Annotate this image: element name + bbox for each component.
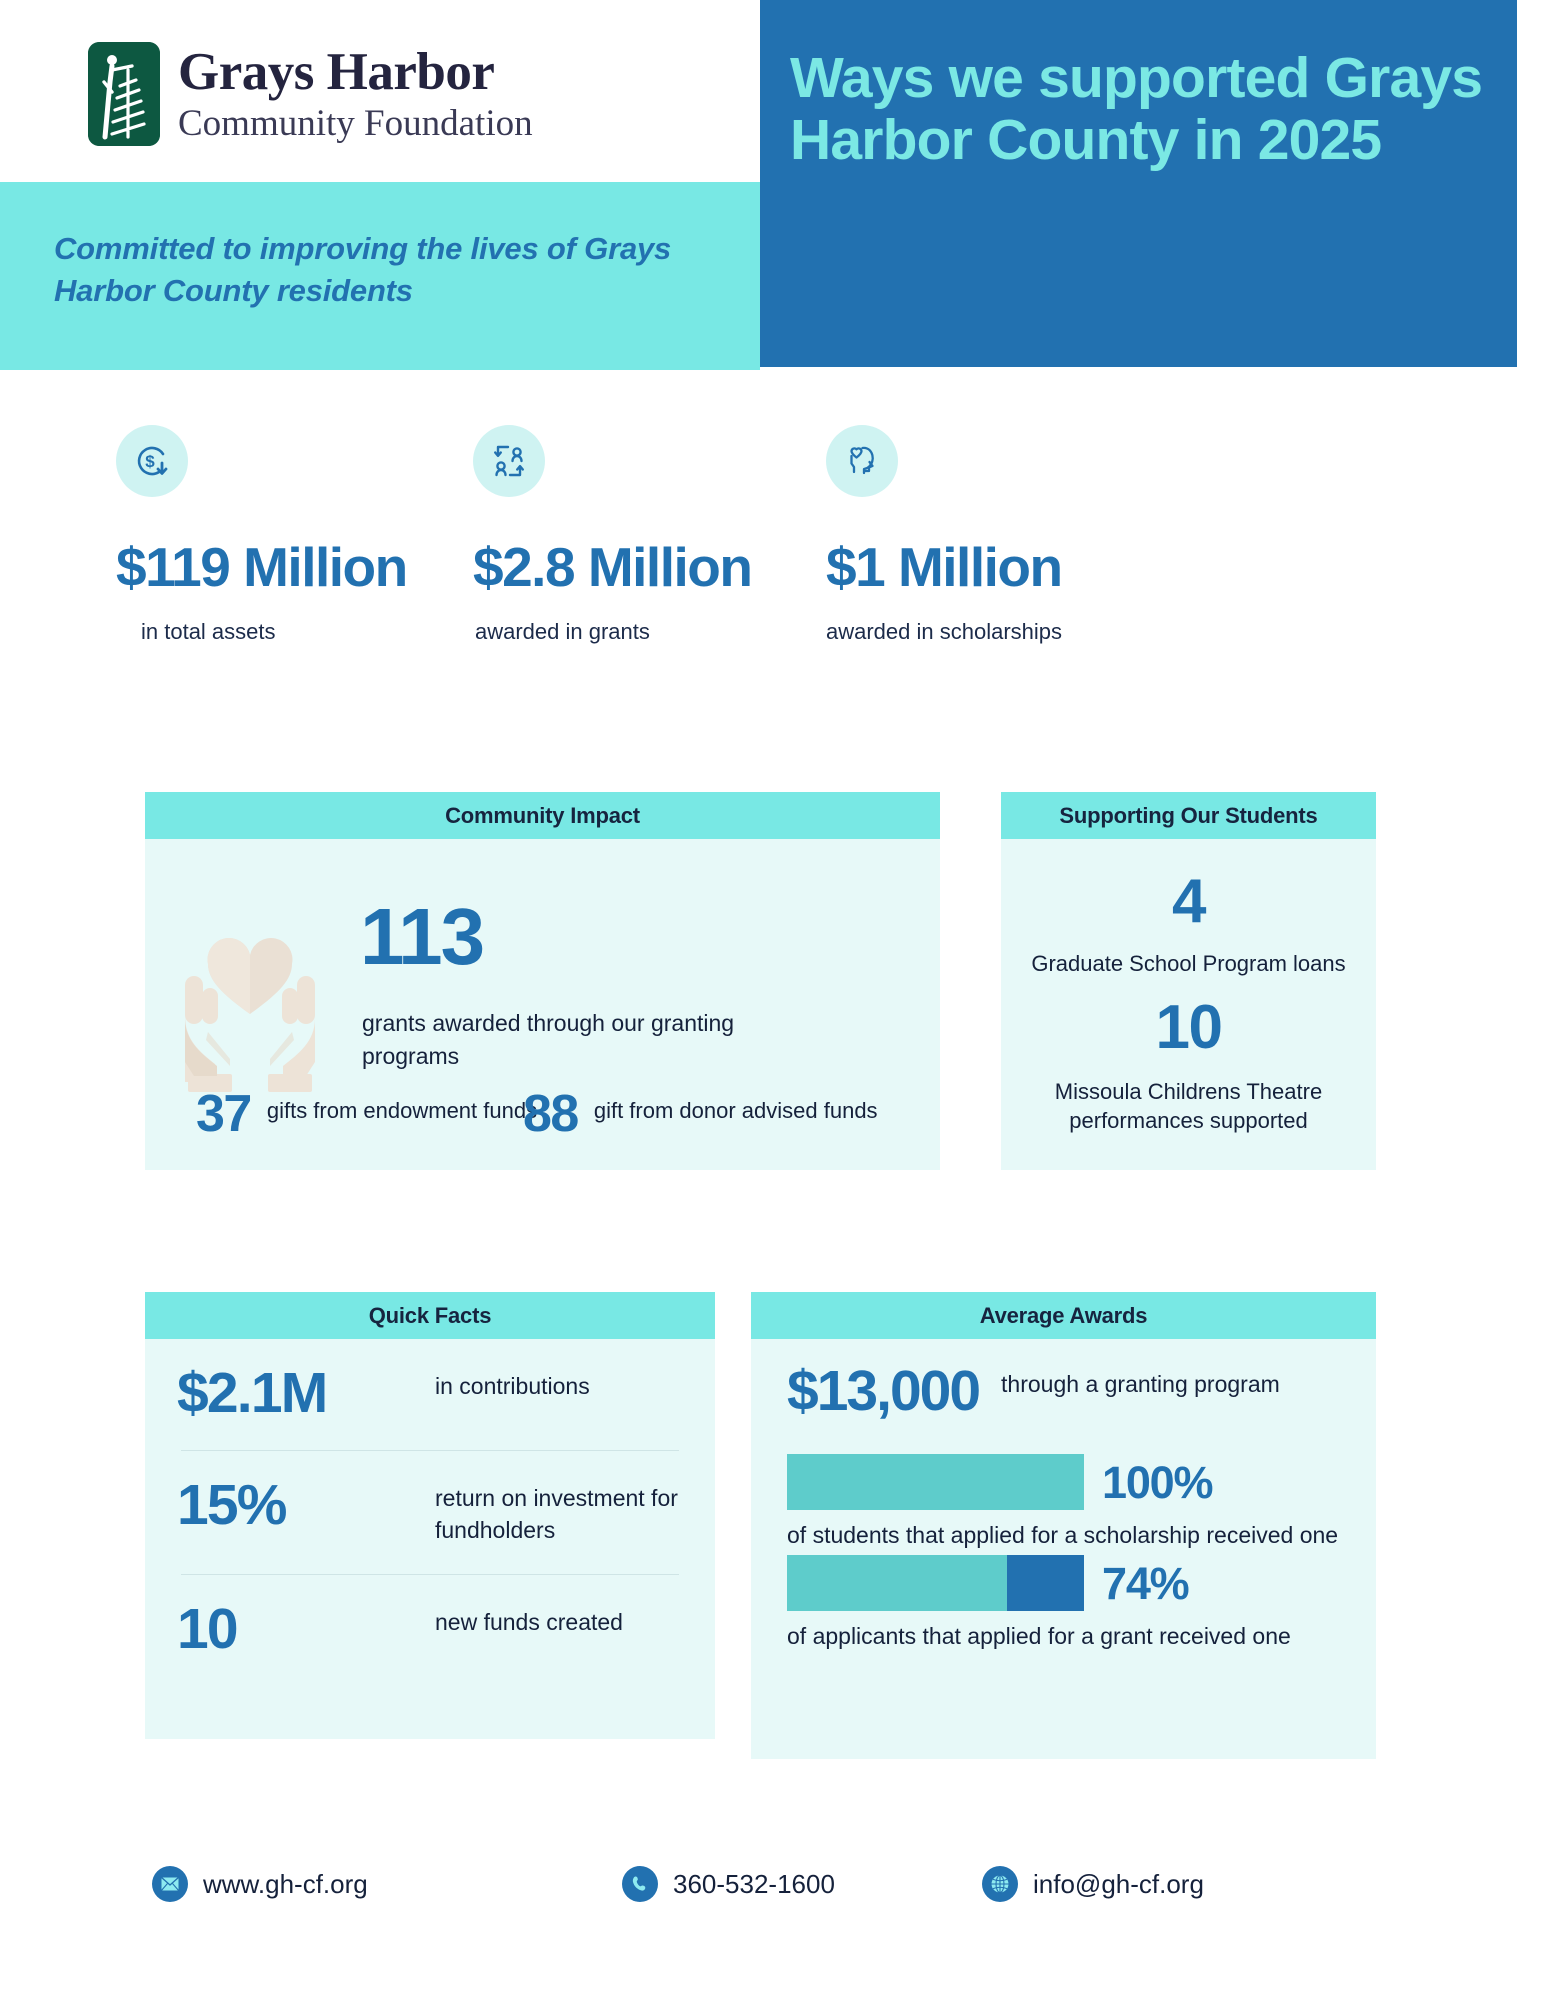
quick-fact-row [177, 1361, 683, 1425]
quick-fact-number: 15% [177, 1473, 286, 1537]
bar-fill-remainder [1007, 1555, 1084, 1611]
head-heart-icon [826, 425, 898, 497]
divider [181, 1450, 679, 1451]
students-stat-label-1: Graduate School Program loans [1031, 951, 1346, 976]
footer-email[interactable] [982, 1866, 1204, 1902]
card-title: Community Impact [445, 802, 640, 828]
card-body [1001, 839, 1376, 1170]
students-stat-number-1: 4 [1172, 867, 1205, 936]
bar-caption: of applicants that applied for a grant received one [787, 1623, 1291, 1650]
card-header [145, 792, 940, 839]
stat-scholarships-awarded [826, 425, 1062, 645]
students-stat-number-2: 10 [1155, 992, 1222, 1062]
logo [88, 42, 533, 146]
footer-website[interactable] [152, 1866, 368, 1902]
students-stat-label-2: Missoula Childrens Theatre performances supported [1054, 1078, 1323, 1134]
substat-label: gifts from endowment funds [266, 1098, 538, 1123]
svg-text:$: $ [145, 452, 155, 471]
card-header [751, 1292, 1376, 1339]
logo-line-2: Community Foundation [178, 103, 533, 144]
quick-fact-number: 10 [177, 1597, 237, 1662]
stat-value: $119 Million [116, 536, 407, 598]
divider [181, 1574, 679, 1575]
bar-caption: of students that applied for a scholarship received one [787, 1522, 1339, 1548]
card-title: Quick Facts [368, 1302, 492, 1328]
card-supporting-our-students [1001, 792, 1376, 1170]
bar-track [787, 1454, 1084, 1510]
community-impact-substat-donor-advised [523, 1085, 878, 1143]
phone-icon [622, 1866, 658, 1902]
bar-row-grant [751, 1555, 1376, 1611]
bar-percent-label: 74% [1102, 1557, 1189, 1609]
card-body [751, 1339, 1376, 1759]
community-impact-big-number: 113 [360, 892, 484, 981]
people-exchange-icon [473, 425, 545, 497]
bar-percent-label: 100% [1102, 1456, 1213, 1508]
quick-fact-number: $2.1M [177, 1361, 327, 1425]
logo-line-1: Grays Harbor [178, 43, 495, 101]
hands-holding-heart-icon [160, 914, 340, 1104]
footer [0, 1856, 1545, 1936]
footer-text: info@gh-cf.org [1033, 1868, 1204, 1899]
footer-phone[interactable] [622, 1866, 835, 1902]
card-average-awards [751, 1292, 1376, 1759]
tagline: Committed to improving the lives of Grays Harbor County residents [54, 231, 672, 308]
card-title: Supporting Our Students [1059, 802, 1318, 828]
footer-text: www.gh-cf.org [203, 1868, 368, 1899]
stat-value: $1 Million [826, 536, 1062, 598]
quick-fact-row [177, 1473, 683, 1546]
card-quick-facts [145, 1292, 715, 1739]
average-award-headline [751, 1359, 1376, 1423]
quick-fact-label: return on investment for fundholders [435, 1485, 678, 1543]
card-body [145, 1339, 715, 1739]
bar-fill-received [787, 1555, 1007, 1611]
card-body [145, 839, 940, 1170]
substat-number: 37 [196, 1085, 251, 1143]
community-impact-substat-endowment [196, 1085, 538, 1143]
envelope-icon [152, 1866, 188, 1902]
average-award-number: $13,000 [787, 1359, 980, 1423]
card-community-impact [145, 792, 940, 1170]
bar-fill-received [787, 1454, 1084, 1510]
globe-icon [982, 1866, 1018, 1902]
stat-grants-awarded [473, 425, 751, 645]
forest-logger-logo-icon [88, 42, 160, 146]
page-title: Ways we supported Grays Harbor County in 2025 [790, 46, 1483, 172]
stat-label: awarded in grants [475, 619, 650, 644]
stat-total-assets [116, 425, 407, 645]
footer-text: 360-532-1600 [673, 1868, 835, 1899]
card-title: Average Awards [979, 1302, 1148, 1328]
stat-label: in total assets [141, 619, 276, 644]
dollar-circle-arrow-down-icon [116, 425, 188, 497]
average-award-label: through a granting program [1001, 1371, 1280, 1397]
bar-row-scholarship [751, 1454, 1376, 1510]
substat-number: 88 [523, 1085, 578, 1143]
substat-label: gift from donor advised funds [593, 1098, 878, 1123]
card-header [145, 1292, 715, 1339]
card-header [1001, 792, 1376, 839]
quick-fact-row [177, 1597, 683, 1662]
community-impact-big-label: grants awarded through our granting programs [362, 1010, 735, 1069]
stat-value: $2.8 Million [473, 536, 752, 598]
quick-fact-label: in contributions [435, 1373, 590, 1399]
stat-label: awarded in scholarships [826, 619, 1063, 644]
bar-track [787, 1555, 1084, 1611]
quick-fact-label: new funds created [435, 1609, 623, 1636]
